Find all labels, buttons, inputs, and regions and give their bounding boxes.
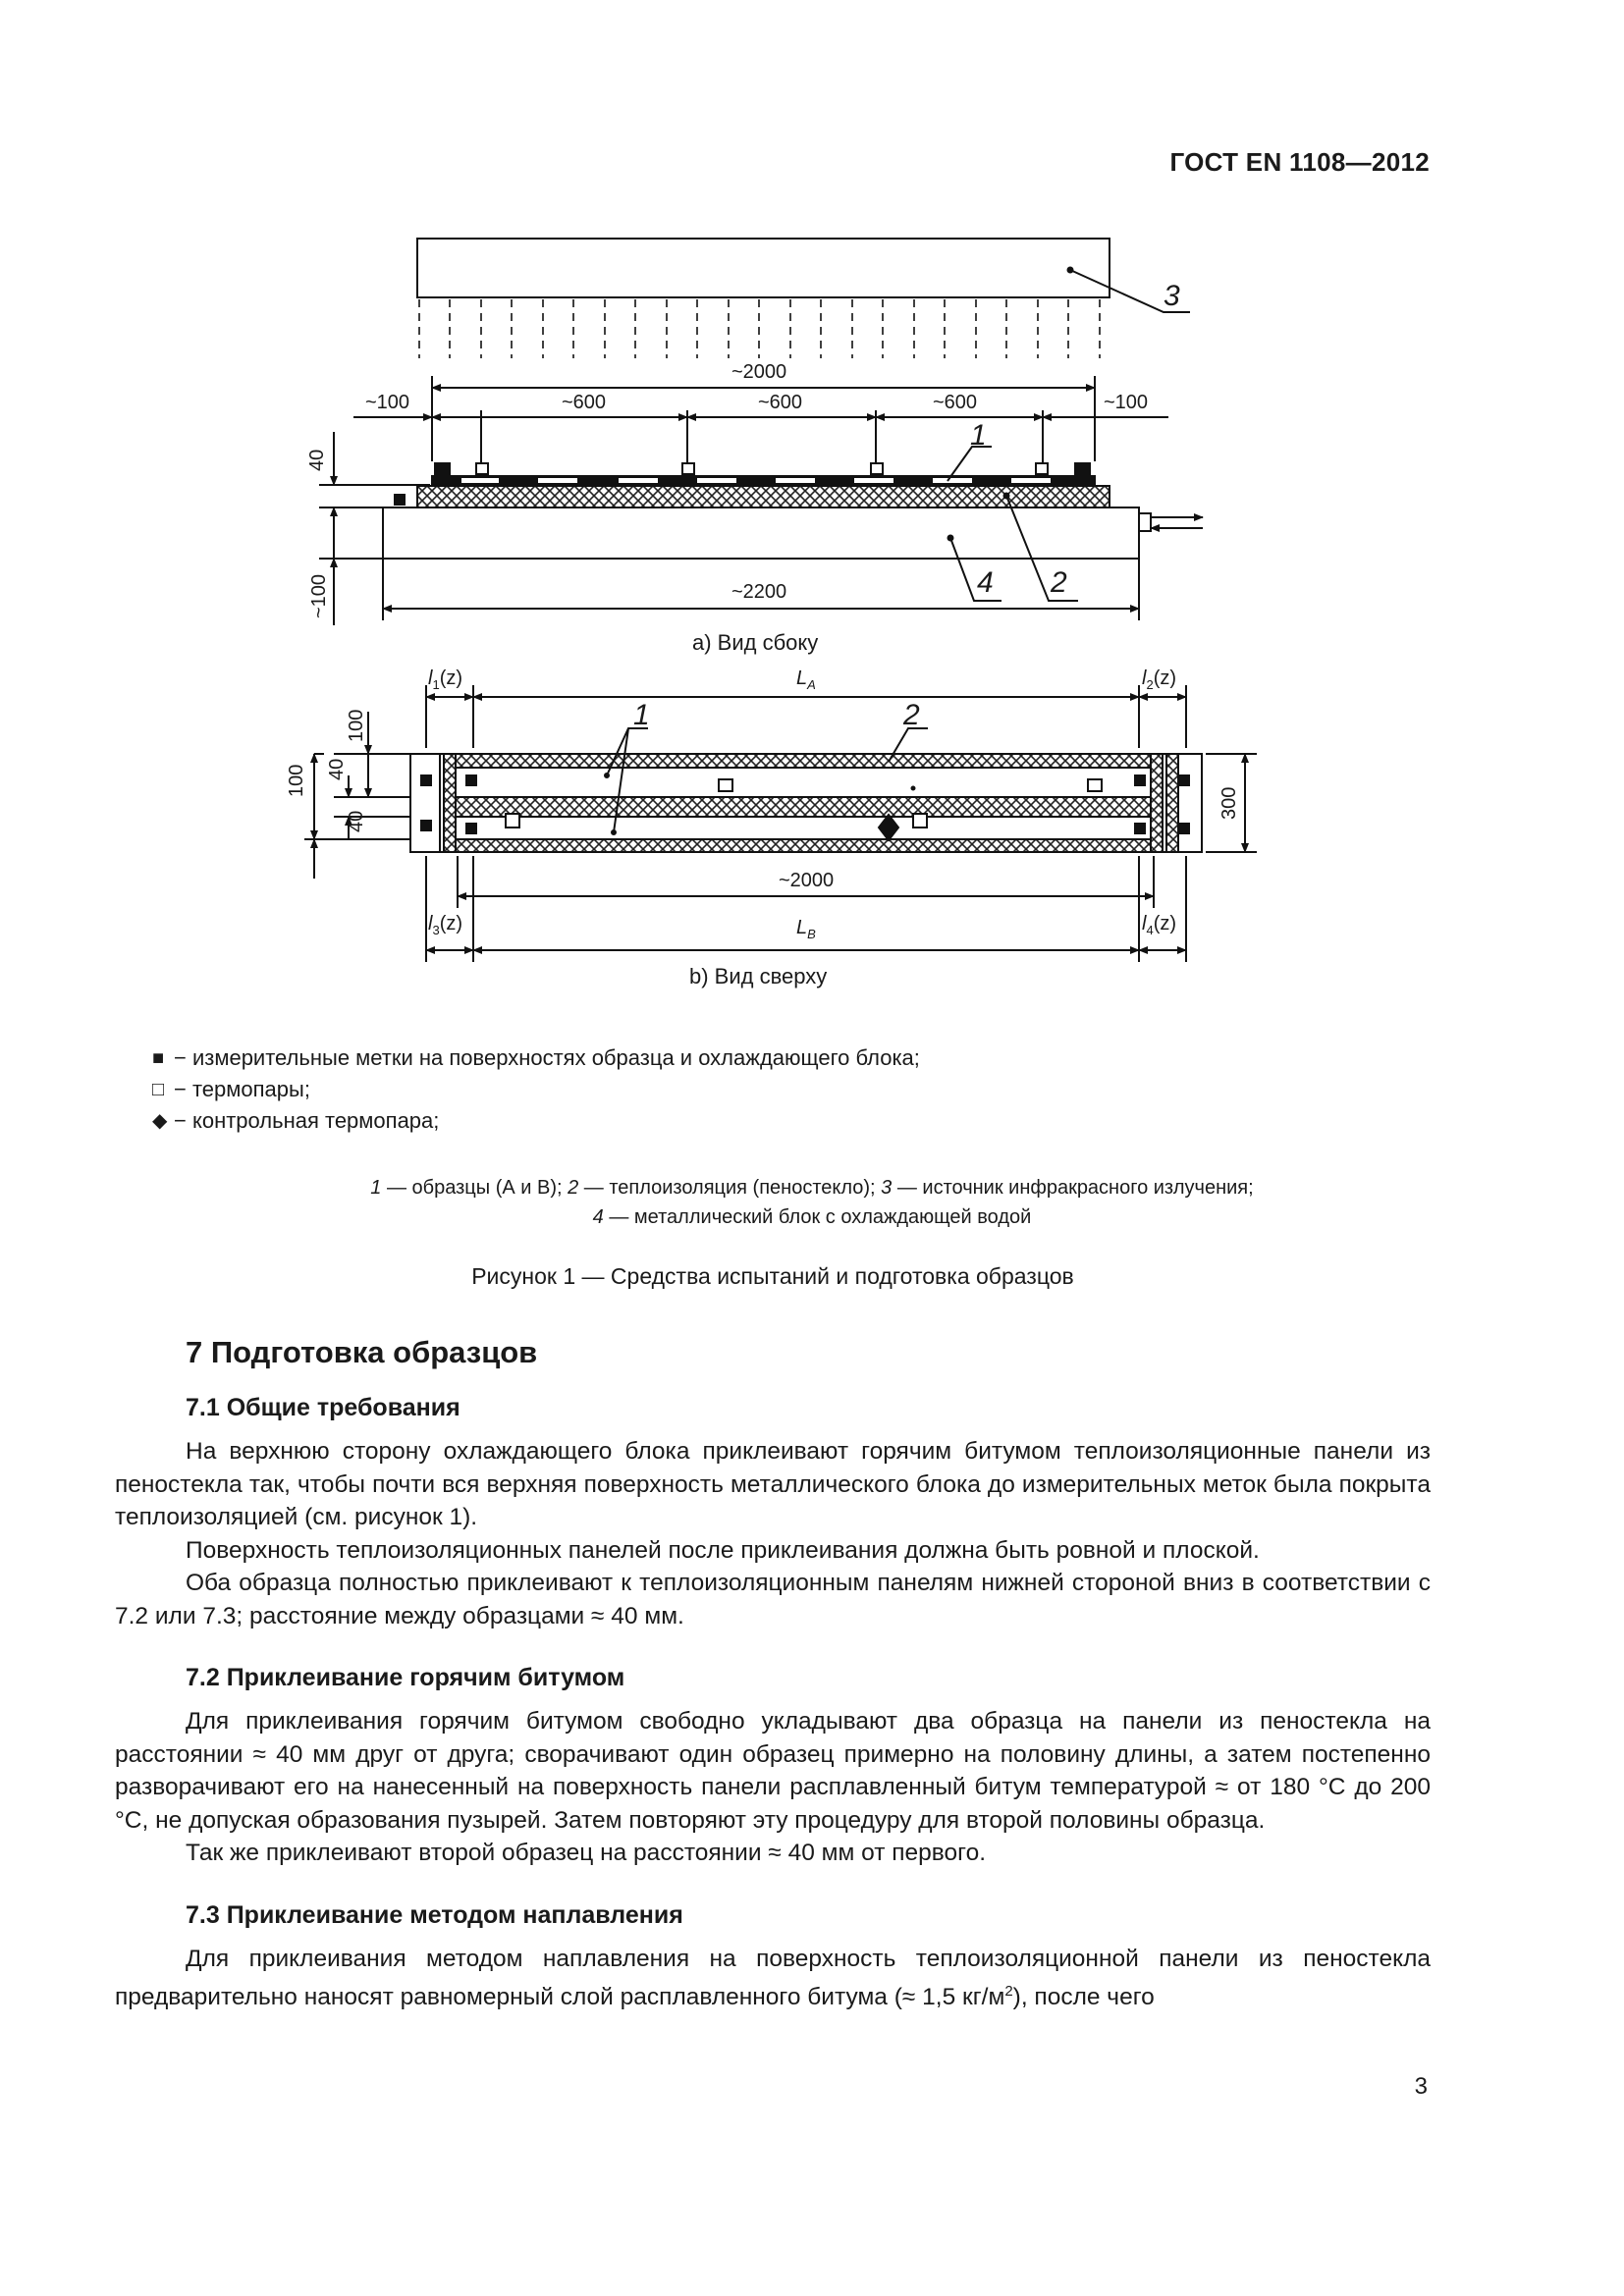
ir-source xyxy=(417,239,1110,297)
paragraph: Для приклеивания горячим битумом свободно укладывают два образца на панели из пеностекла на расстоянии ≈ 40 мм друг от друга; сворачивают один образец примерно на половину длины, а затем постепенно разворачивают его на нанесенный на поверхность панели расплавленный битум температурой ≈ от 180 °С до 200 °С, не допуская образования пузырей. Затем повторяют эту процедуру для второй половины образца. xyxy=(115,1708,1431,1834)
dim-100b: 100 xyxy=(286,764,307,797)
side-view-caption: a) Вид сбоку xyxy=(692,630,819,655)
dim-l3: $l_3(z)$ xyxy=(428,913,463,937)
label-2: 2 xyxy=(1051,566,1067,599)
dim-lb: $L_B$ xyxy=(796,917,816,941)
radiation-lines xyxy=(419,299,1100,358)
subsection-7-1-title: 7.1 Общие требования xyxy=(186,1394,460,1421)
hollow-square-icon: □ xyxy=(152,1079,165,1100)
subsection-7-3-title: 7.3 Приклеивание методом наплавления xyxy=(186,1900,683,1929)
figure-1 xyxy=(0,0,1624,991)
figure-keys xyxy=(0,1173,1624,1232)
legend-item xyxy=(152,1074,920,1105)
subsection-7-2-title: 7.2 Приклеивание горячим битумом xyxy=(186,1664,625,1691)
dim-height-top: 40 xyxy=(306,449,328,471)
dim-l2: $l_2(z)$ xyxy=(1142,667,1177,692)
dim-block-length: ~2200 xyxy=(731,581,787,603)
figure-caption: Рисунок 1 — Средства испытаний и подготовка образцов xyxy=(471,1263,1074,1289)
section-title: 7 Подготовка образцов xyxy=(186,1335,538,1369)
label-4: 4 xyxy=(977,566,994,599)
keys-line-1: 1 — образцы (А и В); 2 — теплоизоляция (пеностекло); 3 — источник инфракрасного излучения; xyxy=(370,1177,1254,1199)
label-1: 1 xyxy=(970,419,987,452)
top-label-2: 2 xyxy=(903,699,920,731)
figure-drawing xyxy=(0,0,1624,991)
dim-l4: $l_4(z)$ xyxy=(1142,913,1177,937)
dim-inner: ~2000 xyxy=(779,870,835,891)
diamond-icon: ◆ xyxy=(152,1110,168,1132)
paragraph: Оба образца полностью приклеивают к теплоизоляционным панелям нижней стороной вниз в соответствии с 7.2 или 7.3; расстояние между образцами ≈ 40 мм. xyxy=(115,1570,1431,1629)
dim-left-margin: ~100 xyxy=(365,392,410,413)
legend-item xyxy=(152,1105,920,1137)
page-number: 3 xyxy=(1414,2073,1428,2100)
paragraph: Так же приклеивают второй образец на расстоянии ≈ 40 мм от первого. xyxy=(186,1840,986,1866)
dim-100a: 100 xyxy=(346,709,367,742)
dim-total: ~2000 xyxy=(731,361,787,383)
legend-item xyxy=(152,1042,920,1074)
paragraph: Для приклеивания методом наплавления на поверхность теплоизоляционной панели из пеностекла предварительно наносят равномерный слой расплавленного битума (≈ 1,5 $кг/м^2$), после чего xyxy=(115,1945,1431,2011)
figure-legend xyxy=(152,1042,920,1137)
dim-height-block: ~100 xyxy=(308,573,330,618)
legend-text: − контрольная термопара; xyxy=(174,1108,440,1133)
paragraph: Поверхность теплоизоляционных панелей после приклеивания должна быть ровной и плоской. xyxy=(186,1536,1260,1564)
keys-line-2: 4 — металлический блок с охлаждающей водой xyxy=(592,1206,1032,1228)
paragraph: На верхнюю сторону охлаждающего блока приклеивают горячим битумом теплоизоляционные панели из пеностекла так, чтобы почти вся верхняя поверхность металлического блока до измерительных меток была покрыта теплоизоляцией (см. рисунок 1). xyxy=(115,1438,1431,1530)
dim-seg-1: ~600 xyxy=(562,392,607,413)
dim-l1: $l_1(z)$ xyxy=(428,667,463,692)
top-view-caption: b) Вид сверху xyxy=(689,964,828,988)
dim-la: $L_A$ xyxy=(796,667,816,692)
filled-square-icon: ■ xyxy=(152,1047,165,1069)
legend-text: − термопары; xyxy=(174,1077,310,1101)
dim-seg-2: ~600 xyxy=(758,392,803,413)
label-3: 3 xyxy=(1164,280,1180,312)
dim-300: 300 xyxy=(1218,786,1240,820)
dim-seg-3: ~600 xyxy=(933,392,978,413)
standard-header: ГОСТ EN 1108—2012 xyxy=(1169,147,1430,177)
dim-40b: 40 xyxy=(346,810,367,832)
legend-text: − измерительные метки на поверхностях образца и охлаждающего блока; xyxy=(174,1045,920,1070)
top-label-1: 1 xyxy=(633,699,650,731)
dim-right-margin: ~100 xyxy=(1104,392,1149,413)
dim-40a: 40 xyxy=(326,758,348,780)
section-7 xyxy=(115,1325,1431,2014)
